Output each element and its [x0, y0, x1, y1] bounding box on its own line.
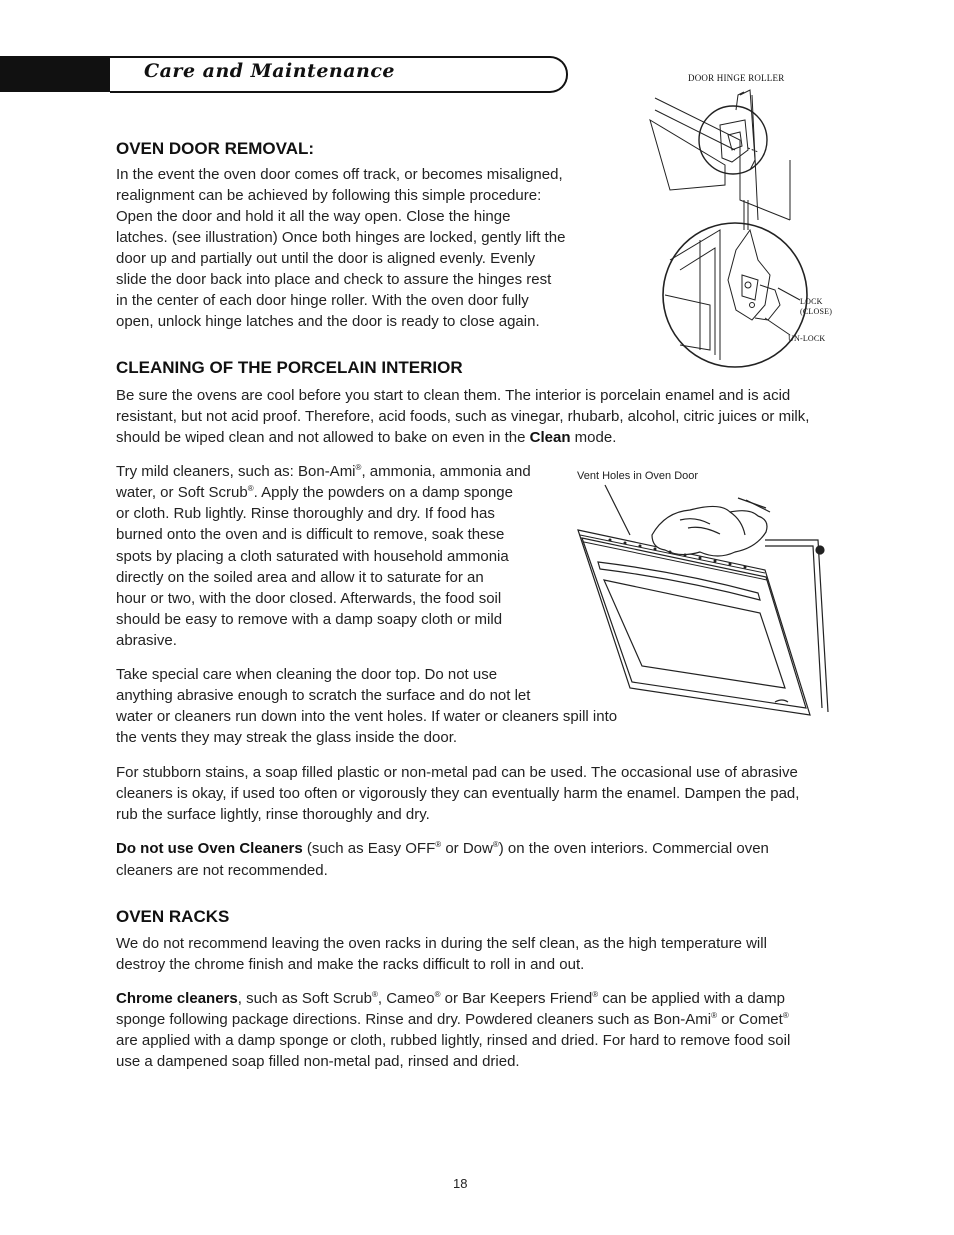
- text-line: use a dampened soap filled non-metal pad, rinsed and dried.: [116, 1053, 520, 1070]
- text-line: open, unlock hinge latches and the door is ready to close again.: [116, 313, 540, 330]
- text-line: cleaners is okay, if used too often or vigorously they can eventually harm the enamel. Dampen the pad,: [116, 785, 800, 802]
- text-line: Try mild cleaners, such as: Bon-Ami®, ammonia, ammonia and: [116, 463, 531, 480]
- porcelain-interior-heading: CLEANING OF THE PORCELAIN INTERIOR: [116, 358, 463, 377]
- text-line: We do not recommend leaving the oven racks in during the self clean, as the high temperature will: [116, 935, 767, 952]
- close-label: (CLOSE): [800, 307, 833, 316]
- text-line: resistant, but not acid proof. Therefore, acid foods, such as vinegar, rhubarb, alcohol, citric juices or milk,: [116, 408, 810, 425]
- text-line: door up and partially out until the door is aligned evenly. Evenly: [116, 250, 536, 267]
- text-line: realignment can be achieved by following this simple procedure:: [116, 187, 542, 204]
- text-line: slide the door back into place and check to assure the hinges rest: [116, 271, 552, 288]
- door-hinge-illustration: [640, 80, 860, 380]
- oven-racks-heading: OVEN RACKS: [116, 907, 230, 926]
- text-line: anything abrasive enough to scratch the surface and do not let: [116, 687, 531, 704]
- unlock-label: UN-LOCK: [788, 334, 826, 343]
- text-line: Chrome cleaners, such as Soft Scrub®, Cameo® or Bar Keepers Friend® can be applied with a damp: [116, 990, 785, 1007]
- text-line: or cloth. Rub lightly. Rinse thoroughly and dry. If food has: [116, 505, 495, 522]
- text-line: Be sure the ovens are cool before you start to clean them. The interior is porcelain enamel and is acid: [116, 387, 791, 404]
- text-line: in the center of each door hinge roller. With the oven door fully: [116, 292, 529, 309]
- text-line: latches. (see illustration) Once both hinges are locked, gently lift the: [116, 229, 566, 246]
- text-line: Do not use Oven Cleaners (such as Easy OFF® or Dow®) on the oven interiors. Commercial oven: [116, 840, 769, 857]
- header-bar: [0, 56, 112, 92]
- oven-door-removal-heading: OVEN DOOR REMOVAL:: [116, 139, 315, 158]
- text-line: the vents they may streak the glass inside the door.: [116, 729, 458, 746]
- lock-label: LOCK: [800, 297, 823, 306]
- page-title: Care and Maintenance: [144, 60, 396, 82]
- text-line: spots by placing a cloth saturated with household ammonia: [116, 548, 509, 565]
- page-number: 18: [453, 1176, 468, 1191]
- door-hinge-roller-label: DOOR HINGE ROLLER: [688, 73, 785, 83]
- text-line: burned onto the oven and is difficult to remove, soak these: [116, 526, 505, 543]
- text-line: water, or Soft Scrub®. Apply the powders on a damp sponge: [116, 484, 513, 501]
- vent-holes-caption: Vent Holes in Oven Door: [577, 470, 699, 482]
- text-line: Open the door and hold it all the way open. Close the hinge: [116, 208, 511, 225]
- text-line: directly on the soiled area and allow it to saturate for an: [116, 569, 484, 586]
- text-line: rub the surface lightly, rinse thoroughly and dry.: [116, 806, 430, 823]
- text-line: sponge following package directions. Rinse and dry. Powdered cleaners such as Bon-Ami® or Comet®: [116, 1011, 789, 1028]
- text-line: water or cleaners run down into the vent holes. If water or cleaners spill into: [116, 708, 618, 725]
- text-line: are applied with a damp sponge or cloth, rubbed lightly, rinsed and dried. For hard to remove food soil: [116, 1032, 791, 1049]
- text-line: should be easy to remove with a damp soapy cloth or mild: [116, 611, 503, 628]
- text-line: For stubborn stains, a soap filled plastic or non-metal pad can be used. The occasional use of abrasive: [116, 764, 798, 781]
- text-line: should be wiped clean and not allowed to bake on even in the Clean mode.: [116, 429, 617, 446]
- text-line: destroy the chrome finish and make the racks difficult to roll in and out.: [116, 956, 585, 973]
- text-line: hour or two, with the door closed. Afterwards, the food soil: [116, 590, 502, 607]
- text-line: In the event the oven door comes off track, or becomes misaligned,: [116, 166, 563, 183]
- text-line: cleaners are not recommended.: [116, 862, 328, 879]
- text-line: Take special care when cleaning the door top. Do not use: [116, 666, 498, 683]
- text-line: abrasive.: [116, 632, 177, 649]
- oven-door-illustration: [570, 480, 840, 720]
